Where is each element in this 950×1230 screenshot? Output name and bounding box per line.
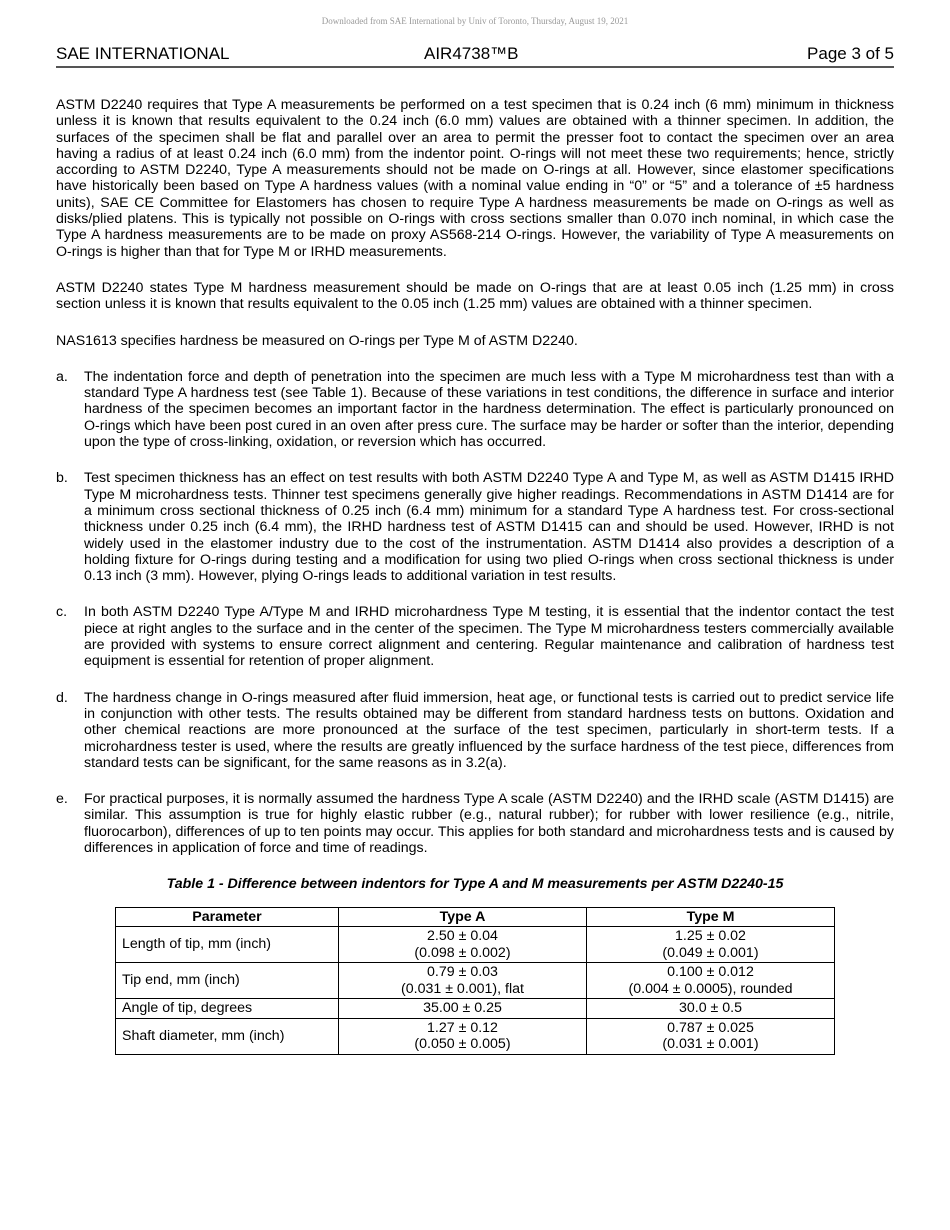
list-item bbox=[56, 470, 894, 584]
cell-line: (0.098 ± 0.002) bbox=[414, 944, 511, 961]
cell-line: (0.050 ± 0.005) bbox=[414, 1036, 511, 1053]
table-cell bbox=[339, 1018, 587, 1054]
header-doc-number: AIR4738™B bbox=[424, 44, 519, 63]
cell-line: (0.031 ± 0.001), flat bbox=[401, 980, 524, 997]
cell-line: 0.787 ± 0.025 bbox=[667, 1019, 754, 1036]
table-cell bbox=[339, 963, 587, 999]
list-item-text: The indentation force and depth of penetration into the specimen are much less with a Type M microhardness test than with a standard Type A hardness test (see Table 1). Because of these variations in test conditions, the difference in surface and interior hardness of the specimen becomes an important factor in the hardness determination. The effect is particularly pronounced on O-rings which have been post cured in an oven after press cure. The surface may be harder or softer than the interior, depending upon the type of cross-linking, oxidation, or reversion which has occurred. bbox=[84, 368, 894, 451]
indentor-table bbox=[115, 907, 835, 1055]
list-item-label: c. bbox=[56, 604, 68, 621]
table-cell: 35.00 ± 0.25 bbox=[339, 999, 587, 1019]
list-item bbox=[56, 604, 894, 669]
list-item-label: d. bbox=[56, 689, 68, 706]
list-item bbox=[56, 369, 894, 450]
list-item-text: Test specimen thickness has an effect on test results with both ASTM D2240 Type A and Type M, as well as ASTM D1415 IRHD Type M microhardness tests. Thinner test specimens generally give higher readings. Recommendations in ASTM D1414 are for a minimum cross sectional thickness of 0.25 inch (6.4 mm) minimum for a standard Type A hardness test. For cross-sectional thickness under 0.25 inch (6.4 mm), the IRHD hardness test of ASTM D1415 can and should be used. However, IRHD is not widely used in the elastomer industry due to the cost of the instrumentation. ASTM D1414 also provides a description of a holding fixture for O-rings during testing and a modification for using two plied O-rings when cross sectional thickness is under 0.13 inch (3 mm). However, plying O-rings leads to additional variation in test results. bbox=[84, 470, 894, 585]
paragraph: ASTM D2240 states Type M hardness measurement should be made on O-rings that are at least 0.05 inch (1.25 mm) in cross section unless it is known that results equivalent to the 0.05 inch (1.25 mm) values are obtained with a thinner specimen. bbox=[56, 279, 894, 313]
cell-line: 0.79 ± 0.03 bbox=[427, 964, 498, 981]
table-cell bbox=[587, 927, 835, 963]
page-header bbox=[56, 44, 894, 68]
cell-line: 1.25 ± 0.02 bbox=[675, 928, 746, 945]
list-item bbox=[56, 690, 894, 771]
cell-line: (0.004 ± 0.0005), rounded bbox=[628, 980, 793, 997]
document-body bbox=[56, 97, 894, 1055]
table-row bbox=[116, 1018, 835, 1054]
header-page-number: Page 3 of 5 bbox=[807, 44, 894, 63]
cell-line: 2.50 ± 0.04 bbox=[427, 928, 498, 945]
cell-line: 0.100 ± 0.012 bbox=[667, 964, 754, 981]
list-item-label: b. bbox=[56, 470, 68, 487]
cell-line: (0.049 ± 0.001) bbox=[662, 944, 759, 961]
table-cell bbox=[587, 1018, 835, 1054]
paragraph: ASTM D2240 requires that Type A measurements be performed on a test specimen that is 0.24 inch (6 mm) minimum in thickness unless it is known that results equivalent to the 0.24 inch (6.0 mm) values are obtained with a thinner specimen. In addition, the surfaces of the specimen shall be flat and parallel over an area to permit the presser foot to contact the specimen over an area having a radius of at least 0.24 inch (6.0 mm) from the indentor point. O-rings will not meet these two requirements; hence, strictly according to ASTM D2240, Type A measurements should not be made on O-rings at all. However, since elastomer specifications have historically been based on Type A hardness values (with a nominal value ending in “0” or “5” and a tolerance of ±5 hardness units), SAE CE Committee for Elastomers has chosen to require Type A hardness measurements be made on O-rings as well as disks/plied platens. This is typically not possible on O-rings with cross sections smaller than 0.070 inch nominal, in which case the Type A hardness measurements are to be made on proxy AS568-214 O-rings. However, the variability of Type A measurements on O-rings is higher than that for Type M or IRHD measurements. bbox=[56, 97, 894, 260]
list-item-label: a. bbox=[56, 368, 68, 385]
list-item-text: The hardness change in O-rings measured after fluid immersion, heat age, or functional tests is carried out to predict service life in conjunction with other tests. The results obtained may be different from standard hardness tests on buttons. Oxidation and other chemical reactions are more pronounced at the surface of the test specimen, particularly in short-term tests. If a microhardness tester is used, where the results are greatly influenced by the surface hardness of the test piece, differences from standard tests can be significant, for the same reasons as in 3.2(a). bbox=[84, 689, 894, 771]
table-cell bbox=[587, 963, 835, 999]
table-caption: Table 1 - Difference between indentors for Type A and M measurements per ASTM D2240-15 bbox=[166, 876, 784, 893]
table-cell: 30.0 ± 0.5 bbox=[587, 999, 835, 1019]
table-row bbox=[116, 927, 835, 963]
cell-line: (0.031 ± 0.001) bbox=[662, 1036, 759, 1053]
download-notice: Downloaded from SAE International by Univ of Toronto, Thursday, August 19, 2021 bbox=[321, 16, 629, 26]
paragraph: NAS1613 specifies hardness be measured on O-rings per Type M of ASTM D2240. bbox=[56, 332, 578, 349]
header-org: SAE INTERNATIONAL bbox=[56, 44, 230, 63]
list-item-label: e. bbox=[56, 791, 68, 808]
column-header: Type A bbox=[339, 907, 587, 927]
table-cell-parameter: Tip end, mm (inch) bbox=[116, 963, 339, 999]
column-header: Type M bbox=[587, 907, 835, 927]
table-cell-parameter: Length of tip, mm (inch) bbox=[116, 927, 339, 963]
cell-line: 1.27 ± 0.12 bbox=[427, 1019, 498, 1036]
list-item-text: For practical purposes, it is normally assumed the hardness Type A scale (ASTM D2240) and the IRHD scale (ASTM D1415) are similar. This assumption is true for highly elastic rubber (e.g., natural rubber); for rubber with lower resilience (e.g., nitrile, fluorocarbon), differences of up to ten points may occur. This applies for both standard and microhardness tests and is caused by differences in application of force and time of readings. bbox=[84, 791, 894, 856]
table-cell-parameter: Shaft diameter, mm (inch) bbox=[116, 1018, 339, 1054]
column-header: Parameter bbox=[116, 907, 339, 927]
table-row bbox=[116, 963, 835, 999]
table-cell-parameter: Angle of tip, degrees bbox=[116, 999, 339, 1019]
list-item-text: In both ASTM D2240 Type A/Type M and IRHD microhardness Type M testing, it is essential that the indentor contact the test piece at right angles to the surface and in the center of the specimen. The Type M microhardness testers commercially available are provided with systems to ensure correct alignment and centering. Regular maintenance and calibration of hardness test equipment is essential for retention of proper alignment. bbox=[84, 604, 894, 670]
table-row bbox=[116, 999, 835, 1019]
list-item bbox=[56, 791, 894, 856]
table-cell bbox=[339, 927, 587, 963]
